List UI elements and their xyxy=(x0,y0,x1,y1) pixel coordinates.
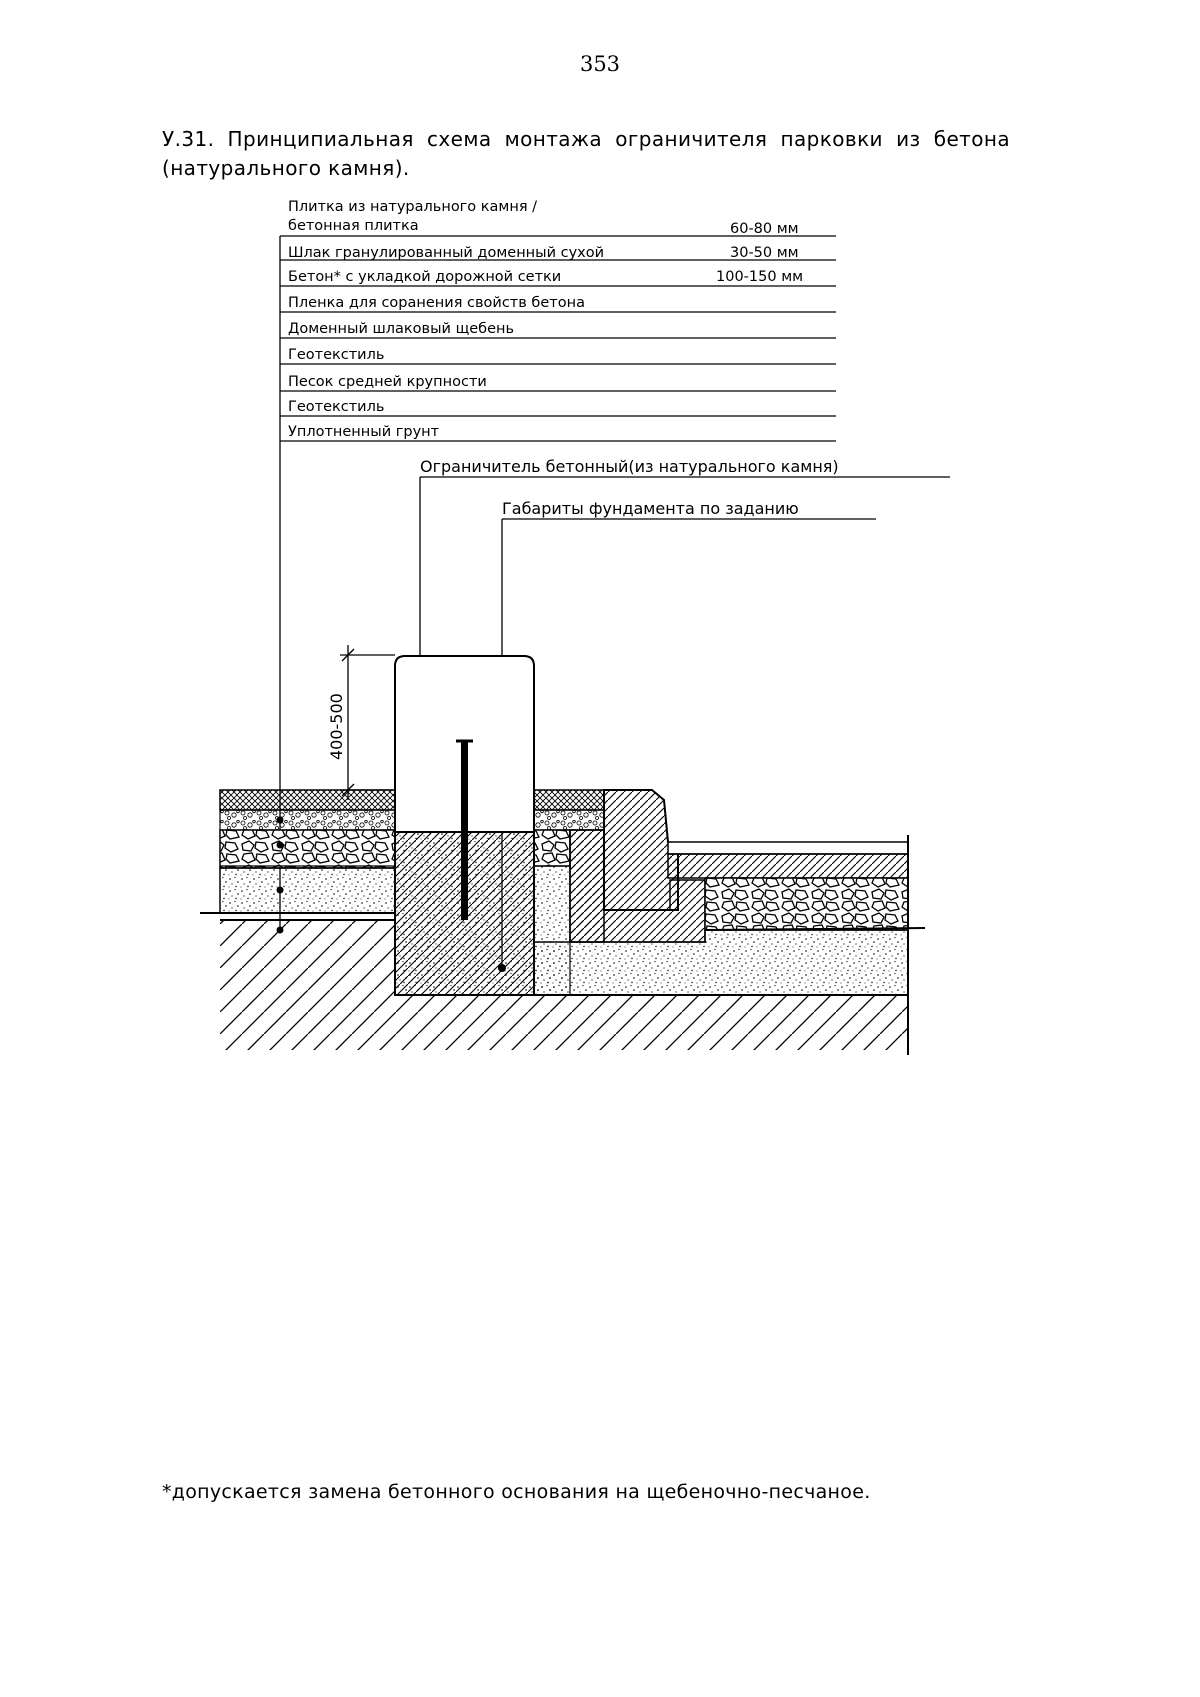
layer-row xyxy=(280,245,836,261)
callout-foundation-label: Габариты фундамента по заданию xyxy=(502,499,799,518)
layer-name: Бетон* с укладкой дорожной сетки xyxy=(288,269,562,285)
layer-thickness: 30-50 мм xyxy=(730,245,799,261)
dimension-height xyxy=(327,645,395,800)
layer-name: Геотекстиль xyxy=(288,399,385,415)
layer-name: Песок средней крупности xyxy=(288,374,487,390)
layer-row xyxy=(280,199,836,237)
layer-name: Доменный шлаковый щебень xyxy=(288,321,515,337)
layer-row xyxy=(280,374,836,391)
layer-row xyxy=(280,269,836,286)
layer-row xyxy=(280,347,836,364)
callout-limiter-label: Ограничитель бетонный(из натурального камня) xyxy=(420,457,839,476)
layer-row xyxy=(280,321,836,338)
footnote: *допускается замена бетонного основания на щебеночно-песчаное. xyxy=(162,1481,871,1503)
layer-name: Уплотненный грунт xyxy=(288,424,440,440)
figure-caption: У.31. Принципиальная схема монтажа ограничителя парковки из бетона (натурального камня). xyxy=(162,127,1010,180)
layer-name: бетонная плитка xyxy=(288,218,419,234)
layer-row xyxy=(280,424,836,441)
layer-thickness: 60-80 мм xyxy=(730,221,799,237)
layer-row xyxy=(280,399,836,416)
layer-name: Плитка из натурального камня / xyxy=(288,199,538,215)
dimension-label: 400-500 xyxy=(327,693,346,760)
layer-name: Шлак гранулированный доменный сухой xyxy=(288,245,605,261)
layer-name: Геотекстиль xyxy=(288,347,385,363)
page-number: 353 xyxy=(579,52,621,76)
layer-row xyxy=(280,295,836,312)
layer-name: Пленка для сорaнения свойств бетона xyxy=(288,295,585,311)
layer-thickness: 100-150 мм xyxy=(716,269,804,285)
cross-section xyxy=(200,645,925,1055)
